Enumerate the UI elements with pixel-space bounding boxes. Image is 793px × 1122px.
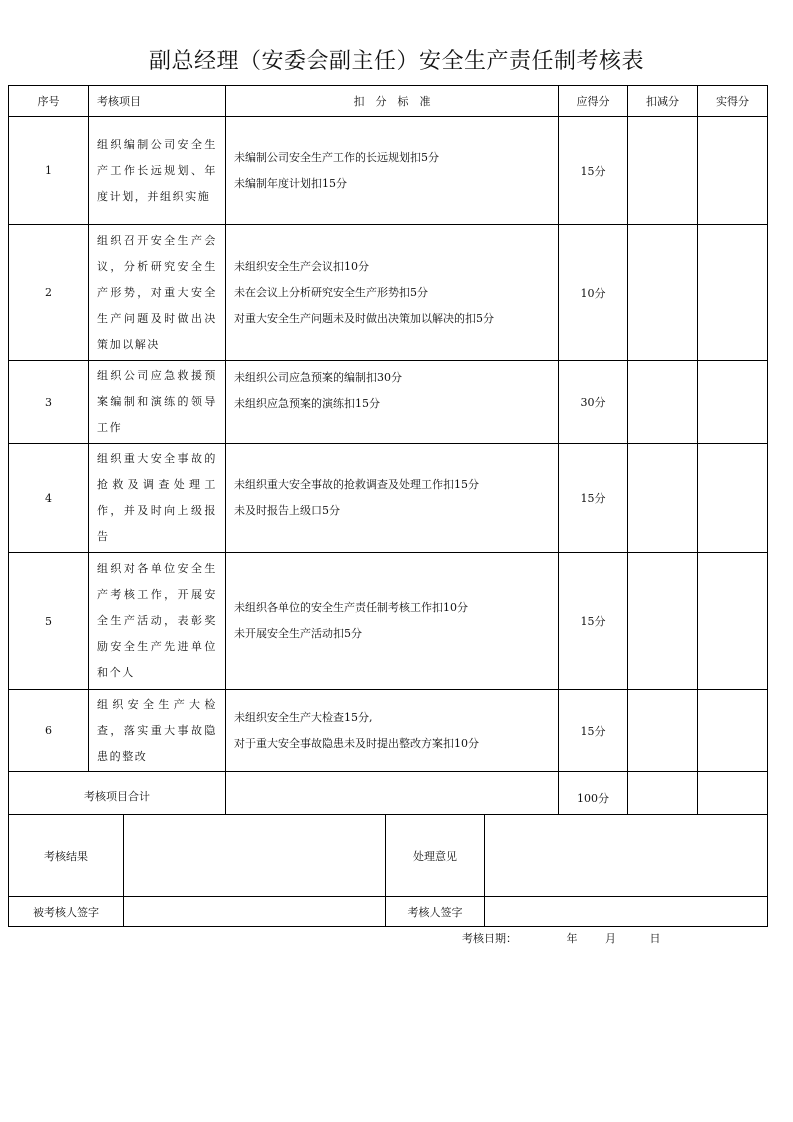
row-no: 4 [9,444,89,553]
table-row [9,690,768,772]
date-year: 年 [566,932,578,945]
criteria-line: 未及时报告上级口5分 [234,504,340,517]
criteria-line: 对重大安全生产问题未及时做出决策加以解决的扣5分 [234,311,494,325]
criteria-line: 未编制公司安全生产工作的长远规划扣5分 [234,150,439,164]
criteria-line: 未开展安全生产活动扣5分 [234,627,362,640]
row-full: 15分 [559,553,628,690]
header-row [9,86,768,117]
criteria-line: 未组织应急预案的演练扣15分 [234,397,380,410]
criteria-line: 未编制年度计划扣15分 [234,176,347,190]
examinee-sign-field[interactable] [124,897,386,927]
row-full: 10分 [559,225,628,361]
header-item: 考核项目 [89,86,226,117]
table-row [9,553,768,690]
row-deduct-cell[interactable] [628,225,698,361]
header-no: 序号 [9,86,89,117]
row-item: 组织重大安全事故的抢救及调查处理工作，并及时向上级报告 [89,444,226,553]
criteria-line: 未组织公司应急预案的编制扣30分 [234,371,402,384]
header-actual: 实得分 [698,86,768,117]
total-label: 考核项目合计 [9,772,226,815]
criteria-line: 未组织各单位的安全生产责任制考核工作扣10分 [234,601,468,614]
criteria-line: 未在会议上分析研究安全生产形势扣5分 [234,285,428,299]
row-actual-cell[interactable] [698,444,768,553]
opinion-field[interactable] [485,815,768,897]
row-actual-cell[interactable] [698,361,768,444]
opinion-label: 处理意见 [386,815,485,897]
examiner-sign-field[interactable] [485,897,768,927]
row-actual-cell[interactable] [698,225,768,361]
row-item: 组织公司应急救援预案编制和演练的领导工作 [89,361,226,444]
page-title: 副总经理（安委会副主任）安全生产责任制考核表 [148,49,644,74]
row-actual-cell[interactable] [698,117,768,225]
table-row [9,225,768,361]
row-deduct-cell[interactable] [628,553,698,690]
row-actual-cell[interactable] [698,690,768,772]
row-full: 30分 [559,361,628,444]
row-deduct-cell[interactable] [628,690,698,772]
header-criteria: 扣 分 标 准 [226,86,559,117]
row-actual-cell[interactable] [698,553,768,690]
header-deduct: 扣减分 [628,86,698,117]
row-no: 3 [9,361,89,444]
total-row [9,772,768,815]
row-full: 15分 [559,690,628,772]
header-full: 应得分 [559,86,628,117]
criteria-line: 未组织安全生产会议扣10分 [234,259,369,273]
assessment-table [8,85,768,815]
date-label: 考核日期： [462,932,517,945]
row-criteria [226,690,559,772]
row-criteria [226,361,559,444]
examinee-sign-label: 被考核人签字 [9,897,124,927]
row-full: 15分 [559,117,628,225]
row-deduct-cell[interactable] [628,361,698,444]
criteria-line: 未组织重大安全事故的抢救调查及处理工作扣15分 [234,478,479,491]
date-month: 月 [605,932,616,945]
assessment-date [462,930,661,946]
row-criteria [226,444,559,553]
table-row [9,361,768,444]
row-item: 组织编制公司安全生产工作长远规划、年度计划，并组织实施 [89,117,226,225]
row-no: 2 [9,225,89,361]
total-deduct-cell[interactable] [628,772,698,815]
row-no: 5 [9,553,89,690]
criteria-line: 未组织安全生产大检查15分, [234,710,373,724]
result-field[interactable] [124,815,386,897]
criteria-line: 对于重大安全事故隐患未及时提出整改方案扣10分 [234,736,479,750]
row-deduct-cell[interactable] [628,117,698,225]
row-item: 组织安全生产大检查，落实重大事故隐患的整改 [89,690,226,772]
result-table [8,814,768,927]
row-item: 组织对各单位安全生产考核工作，开展安全生产活动，表彰奖励安全生产先进单位和个人 [89,553,226,690]
row-no: 6 [9,690,89,772]
total-actual-cell[interactable] [698,772,768,815]
result-label: 考核结果 [9,815,124,897]
row-criteria [226,225,559,361]
row-item: 组织召开安全生产会议，分析研究安全生产形势，对重大安全生产问题及时做出决策加以解决 [89,225,226,361]
table-row [9,444,768,553]
row-full: 15分 [559,444,628,553]
row-deduct-cell[interactable] [628,444,698,553]
total-criteria-cell [226,772,559,815]
total-full: 100分 [559,772,628,815]
row-no: 1 [9,117,89,225]
row-criteria [226,117,559,225]
row-criteria [226,553,559,690]
examiner-sign-label: 考核人签字 [386,897,485,927]
table-row [9,117,768,225]
date-day: 日 [649,932,661,945]
